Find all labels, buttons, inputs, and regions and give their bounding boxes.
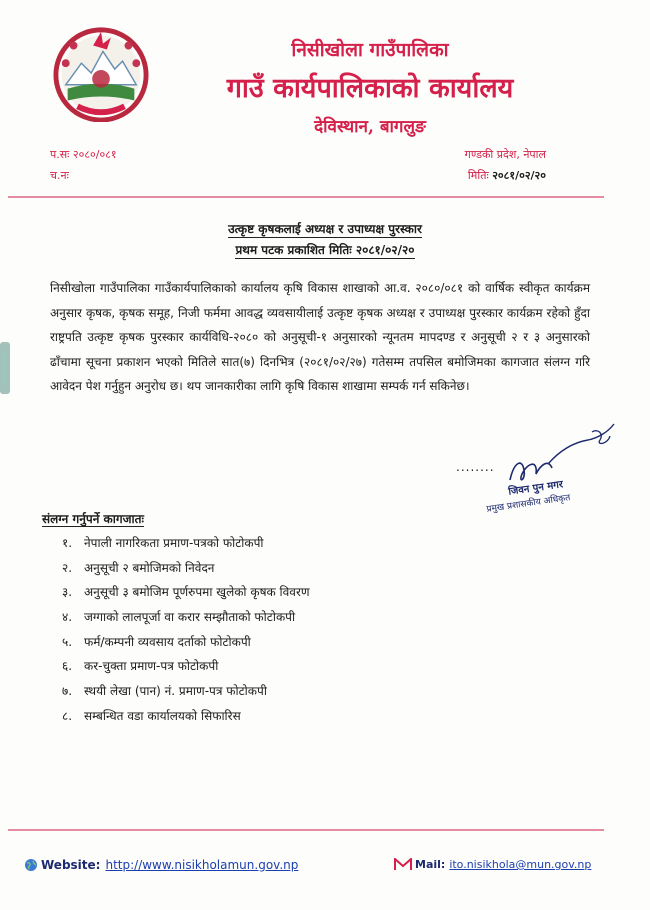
header-divider — [8, 196, 604, 198]
signatory-name: जिवन पुन मगर — [507, 479, 564, 498]
list-item: ५. फर्म/कम्पनी व्यवसाय दर्ताको फोटोकपी — [62, 634, 251, 649]
enclosures-list — [62, 531, 310, 729]
org-name: निसीखोला गाउँपालिका — [291, 39, 449, 61]
list-item: ७. स्थयी लेखा (पान) नं. प्रमाण-पत्र फोटोकपी — [62, 684, 267, 699]
letter-date — [468, 168, 546, 183]
list-item: ४. जग्गाको लालपूर्जा वा करार सम्झौताको फोटोकपी — [62, 610, 296, 625]
office-name: गाउँ कार्यपालिकाको कार्यालय — [226, 73, 514, 104]
website-link[interactable]: http://www.nisikholamun.gov.np — [105, 858, 299, 872]
notice-body: निसीखोला गाउँपालिका गाउँकार्यपालिकाको कार्यालय कृषि विकास शाखाको आ.व. २०८०/०८१ को वार्षिक स्वीकृत कार्यक्रम अनुसार कृषक, कृषक समूह, निजी फर्ममा आवद्ध व्यवसायीलाई उत्कृष्ट कृषक अध्यक्ष र उपाध्यक्ष पुरस्कार कार्यक्रम रहेको हुँदा राष्ट्रपति उत्कृष्ट कृषक पुरस्कार कार्यविधि-२०८० को अनुसूची-१ अनुसारको न्यूनतम मापदण्ड र अनुसूची २ र ३ अनुसारको ढाँचामा सूचना प्रकाशन भएको मितिले सात(७) दिनभित्र (२०८१/०२/२७) गतेसम्म तपसिल बमोजिमका कागजात संलग्न गरि आवेदन पेश गर्नुहुन अनुरोध छ। थप जानकारीका लागि कृषि विकास शाखामा सम्पर्क गर्न सकिनेछ। — [50, 281, 590, 394]
enclosures-title: संलग्न गर्नुपर्ने कागजातः — [42, 512, 144, 526]
signatory-title: प्रमुख प्रशासकीय अधिकृत — [485, 493, 571, 515]
list-item: २. अनुसूची २ बमोजिमको निवेदन — [62, 560, 215, 575]
subject-line-1: उत्कृष्ट कृषकलाई अध्यक्ष र उपाध्यक्ष पुरस्कार — [228, 222, 422, 236]
binder-clip-mark — [0, 338, 18, 398]
province-label: गण्डकी प्रदेश, नेपाल — [464, 148, 546, 161]
subject-line-2: प्रथम पटक प्रकाशित मितिः २०८१/०२/२० — [235, 243, 415, 257]
list-item: ३. अनुसूची ३ बमोजिम पूर्णरुपमा खुलेको कृषक विवरण — [62, 585, 310, 600]
nepal-emblem-icon — [52, 24, 150, 122]
reference-number: प.सः २०८०/०८१ — [50, 148, 117, 161]
dispatch-number: च.नः — [50, 169, 69, 182]
footer-mail — [394, 858, 591, 871]
footer-website — [24, 858, 298, 872]
signature-dots: ........ — [456, 460, 495, 474]
footer-divider — [8, 829, 604, 831]
list-item: १. नेपाली नागरिकता प्रमाण-पत्रको फोटोकपी — [62, 536, 264, 550]
mail-icon — [394, 858, 412, 871]
list-item: ६. कर-चुक्ता प्रमाण-पत्र फोटोकपी — [62, 659, 219, 674]
mail-label: Mail: — [415, 858, 446, 871]
website-label: Website: — [41, 858, 101, 872]
list-item: ८. सम्बन्धित वडा कार्यालयको सिफारिस — [62, 708, 241, 723]
office-address: देविस्थान, बागलुङ — [314, 117, 426, 137]
globe-icon — [24, 858, 38, 872]
date-value: २०८१/०२/२० — [492, 169, 546, 182]
mail-link[interactable]: ito.nisikhola@mun.gov.np — [449, 858, 592, 871]
date-label: मितिः — [467, 169, 489, 182]
